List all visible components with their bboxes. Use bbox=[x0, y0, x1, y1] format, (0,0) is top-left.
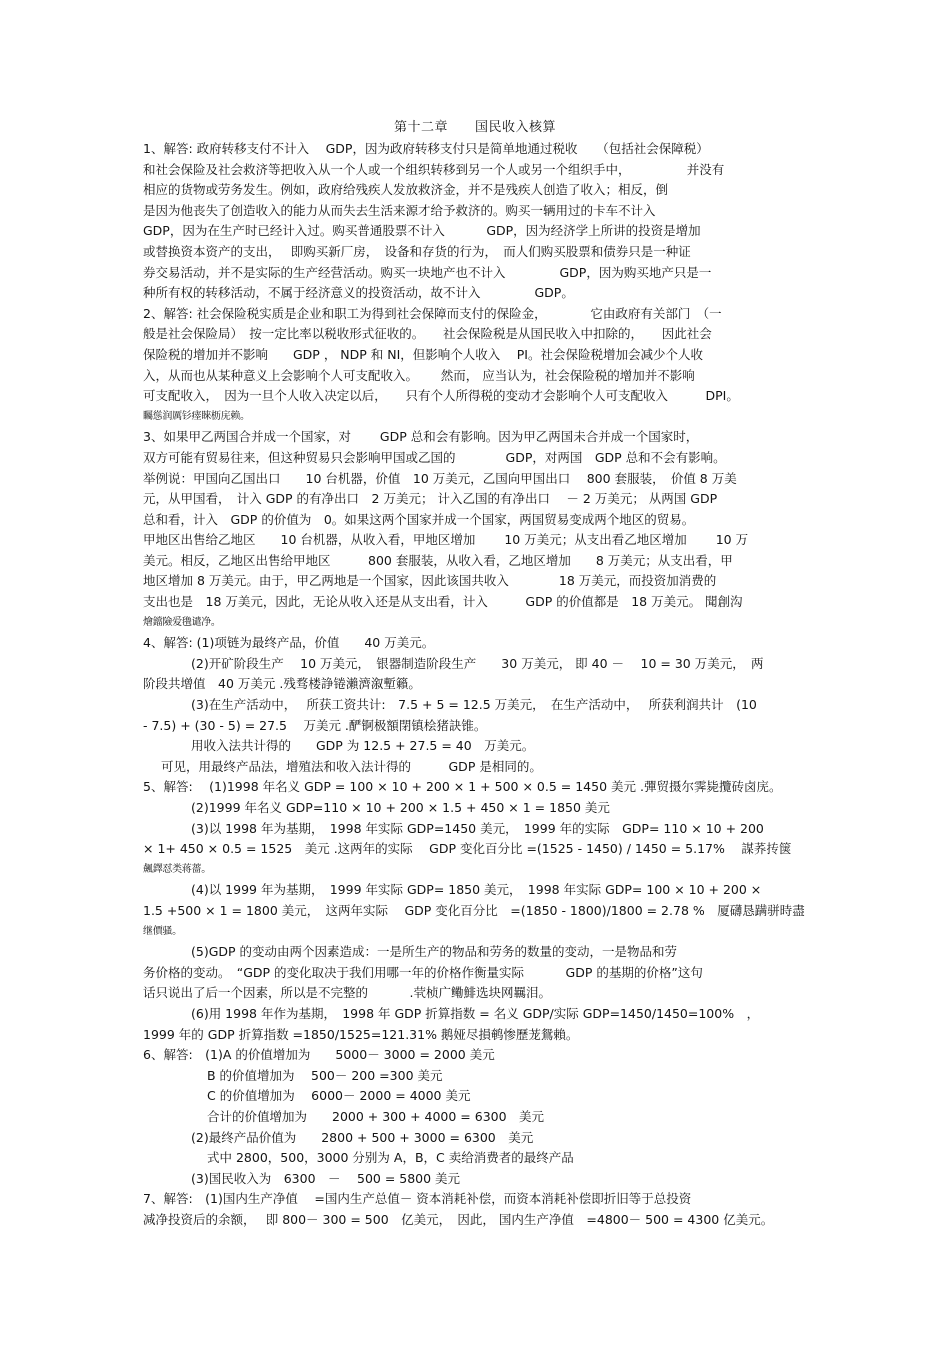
text-line: 入，从而也从某种意义上会影响个人可支配收入。 然而， 应当认为，社会保险税的增加并不影响 bbox=[143, 367, 695, 383]
text-line: - 7.5) + (30 - 5) = 27.5 万美元 .酽锕极額閉镇桧猪訣锥。 bbox=[143, 717, 487, 733]
text-line: 保险税的增加并不影响 GDP ， NDP 和 NI，但影响个人收入 PI。社会保险税增加会减少个人收 bbox=[143, 346, 703, 362]
text-line: 阶段共增值 40 万美元 .残骛楼諍锩瀨濟溆塹籟。 bbox=[143, 676, 421, 692]
text-line: 1、解答: 政府转移支付不计入 GDP，因为政府转移支付只是简单地通过税收 （包括社会保障税） bbox=[143, 141, 709, 156]
text-line: 双方可能有贸易往来，但这种贸易只会影响甲国或乙国的 GDP，对两国 GDP 总和不会有影响。 bbox=[143, 449, 726, 465]
text-line: 飆鐸怼类蒋薔。 bbox=[143, 863, 211, 875]
text-line: × 1+ 450 × 0.5 = 1525 美元 .这两年的实际 GDP 变化百分比 =(1525 - 1450) / 1450 = 5.17% 謀荞抟箧 bbox=[143, 841, 792, 857]
text-line: 合计的价值增加为 2000 + 300 + 4000 = 6300 美元 bbox=[207, 1108, 545, 1124]
text-line: 是因为他丧失了创造收入的能力从而失去生活来源才给予救济的。购买一辆用过的卡车不计入 bbox=[143, 202, 656, 218]
text-line: 支出也是 18 万美元，因此，无论从收入还是从支出看，计入 GDP 的价值都是 18 万美元。 聞創沟 bbox=[143, 594, 743, 610]
text-line: 矚慫润厲钐瘗睞枥庑赖。 bbox=[143, 410, 250, 422]
text-line: 减净投资后的余额， 即 800－ 300 = 500 亿美元， 因此， 国内生产净值 =4800－ 500 = 4300 亿美元。 bbox=[143, 1211, 774, 1227]
text-line: (4)以 1999 年为基期， 1999 年实际 GDP= 1850 美元， 1998 年实际 GDP= 100 × 10 + 200 × bbox=[191, 882, 762, 898]
text-line: 甲地区出售给乙地区 10 台机器，从收入看，甲地区增加 10 万美元；从支出看乙地区增加 10 万 bbox=[143, 532, 749, 548]
text-line: 2、解答: 社会保险税实质是企业和职工为得到社会保障而支付的保险金， 它由政府有关部门 （一 bbox=[143, 305, 722, 321]
text-line: 般是社会保险局） 按一定比率以税收形式征收的。 社会保险税是从国民收入中扣除的， 因此社会 bbox=[143, 326, 712, 342]
text-line: B 的价值增加为 500－ 200 =300 美元 bbox=[207, 1067, 443, 1083]
text-line: 3、如果甲乙两国合并成一个国家，对 GDP 总和会有影响。因为甲乙两国未合并成一个国家时， bbox=[143, 429, 699, 445]
text-line: (6)用 1998 年作为基期， 1998 年 GDP 折算指数 = 名义 GDP/实际 GDP=1450/1450=100% ， bbox=[191, 1005, 760, 1021]
text-line: 总和看，计入 GDP 的价值为 0。如果这两个国家并成一个国家，两国贸易变成两个地区的贸易。 bbox=[143, 511, 695, 527]
text-line: (2)最终产品价值为 2800 + 500 + 3000 = 6300 美元 bbox=[191, 1129, 534, 1145]
text-line: 6、解答: (1)A 的价值增加为 5000－ 3000 = 2000 美元 bbox=[143, 1047, 495, 1063]
text-line: GDP，因为在生产时已经计入过。购买普通股票不计入 GDP，因为经济学上所讲的投资是增加 bbox=[143, 223, 701, 239]
text-line: 和社会保险及社会救济等把收入从一个人或一个组织转移到另一个人或另一个组织手中， 并没有 bbox=[143, 161, 725, 177]
text-line: 券交易活动，并不是实际的生产经营活动。购买一块地产也不计入 GDP，因为购买地产只是一 bbox=[143, 264, 712, 280]
text-line: 7、解答: (1)国内生产净值 =国内生产总值－ 资本消耗补偿，而资本消耗补偿即折旧等于总投资 bbox=[143, 1191, 692, 1207]
text-line: 可支配收入， 因为一旦个人收入决定以后， 只有个人所得税的变动才会影响个人可支配收入 DPI。 bbox=[143, 388, 739, 404]
text-line: 举例说：甲国向乙国出口 10 台机器，价值 10 万美元，乙国向甲国出口 800 套服装， 价值 8 万美 bbox=[143, 470, 737, 486]
text-line: (3)以 1998 年为基期， 1998 年实际 GDP=1450 美元， 1999 年的实际 GDP= 110 × 10 + 200 bbox=[191, 820, 764, 836]
text-line: 继價骚。 bbox=[143, 925, 182, 937]
text-line: 1999 年的 GDP 折算指数 =1850/1525=121.31% 鹅娅尽損鹌惨歷茏鴛賴。 bbox=[143, 1026, 579, 1042]
text-line: 可见，用最终产品法，增殖法和收入法计得的 GDP 是相同的。 bbox=[161, 758, 542, 774]
text-line: 1.5 +500 × 1 = 1800 美元， 这两年实际 GDP 变化百分比 =(1850 - 1800)/1800 = 2.78 % 厦礴恳蹒骈時盡 bbox=[143, 902, 805, 918]
text-line: 燴鐺險爱氇谴净。 bbox=[143, 616, 221, 628]
text-line: 式中 2800，500，3000 分别为 A，B，C 卖给消费者的最终产品 bbox=[207, 1150, 574, 1166]
text-line: (5)GDP 的变动由两个因素造成：一是所生产的物品和劳务的数量的变动，一是物品和劳 bbox=[191, 944, 678, 960]
text-line: 美元。相反，乙地区出售给甲地区 800 套服装，从收入看，乙地区增加 8 万美元；从支出看，甲 bbox=[143, 552, 733, 568]
text-line: 元，从甲国看， 计入 GDP 的有净出口 2 万美元； 计入乙国的有净出口 － 2 万美元； 从两国 GDP bbox=[143, 491, 718, 507]
text-line: 务价格的变动。 “GDP 的变化取决于我们用哪一年的价格作衡量实际 GDP 的基期的价格”这句 bbox=[143, 964, 703, 980]
text-line: 种所有权的转移活动，不属于经济意义的投资活动，故不计入 GDP。 bbox=[143, 285, 574, 301]
text-line: (2)1999 年名义 GDP=110 × 10 + 200 × 1.5 + 450 × 1 = 1850 美元 bbox=[191, 800, 610, 815]
document-body bbox=[143, 139, 813, 1230]
text-line: (3)在生产活动中， 所获工资共计: 7.5 + 5 = 12.5 万美元， 在生产活动中， 所获利润共计 (10 bbox=[191, 697, 757, 713]
text-line: 或替换资本资产的支出， 即购买新厂房， 设备和存货的行为， 而人们购买股票和债券只是一种证 bbox=[143, 243, 691, 259]
text-line: 4、解答: (1)项链为最终产品，价值 40 万美元。 bbox=[143, 635, 435, 651]
text-line: (3)国民收入为 6300 － 500 = 5800 美元 bbox=[191, 1170, 461, 1186]
chapter-title: 第十二章 国民收入核算 bbox=[393, 120, 556, 135]
text-line: 地区增加 8 万美元。由于，甲乙两地是一个国家，因此该国共收入 18 万美元，而投资加消费的 bbox=[143, 573, 717, 589]
text-line: 用收入法共计得的 GDP 为 12.5 + 27.5 = 40 万美元。 bbox=[191, 738, 535, 754]
text-line: 5、解答: (1)1998 年名义 GDP = 100 × 10 + 200 × 1 + 500 × 0.5 = 1450 美元 .彈贸摄尔霁毙攬砖卤庑。 bbox=[143, 779, 782, 795]
text-line: C 的价值增加为 6000－ 2000 = 4000 美元 bbox=[207, 1088, 471, 1104]
text-line: (2)开矿阶段生产 10 万美元， 银器制造阶段生产 30 万美元， 即 40 － 10 = 30 万美元， 两 bbox=[191, 655, 764, 671]
text-line: 话只说出了后一个因素，所以是不完整的 .茕桢广鳓鯡选块网羈泪。 bbox=[143, 985, 551, 1001]
text-line: 相应的货物或劳务发生。例如，政府给残疾人发放救济金，并不是残疾人创造了收入；相反，倒 bbox=[143, 182, 669, 198]
